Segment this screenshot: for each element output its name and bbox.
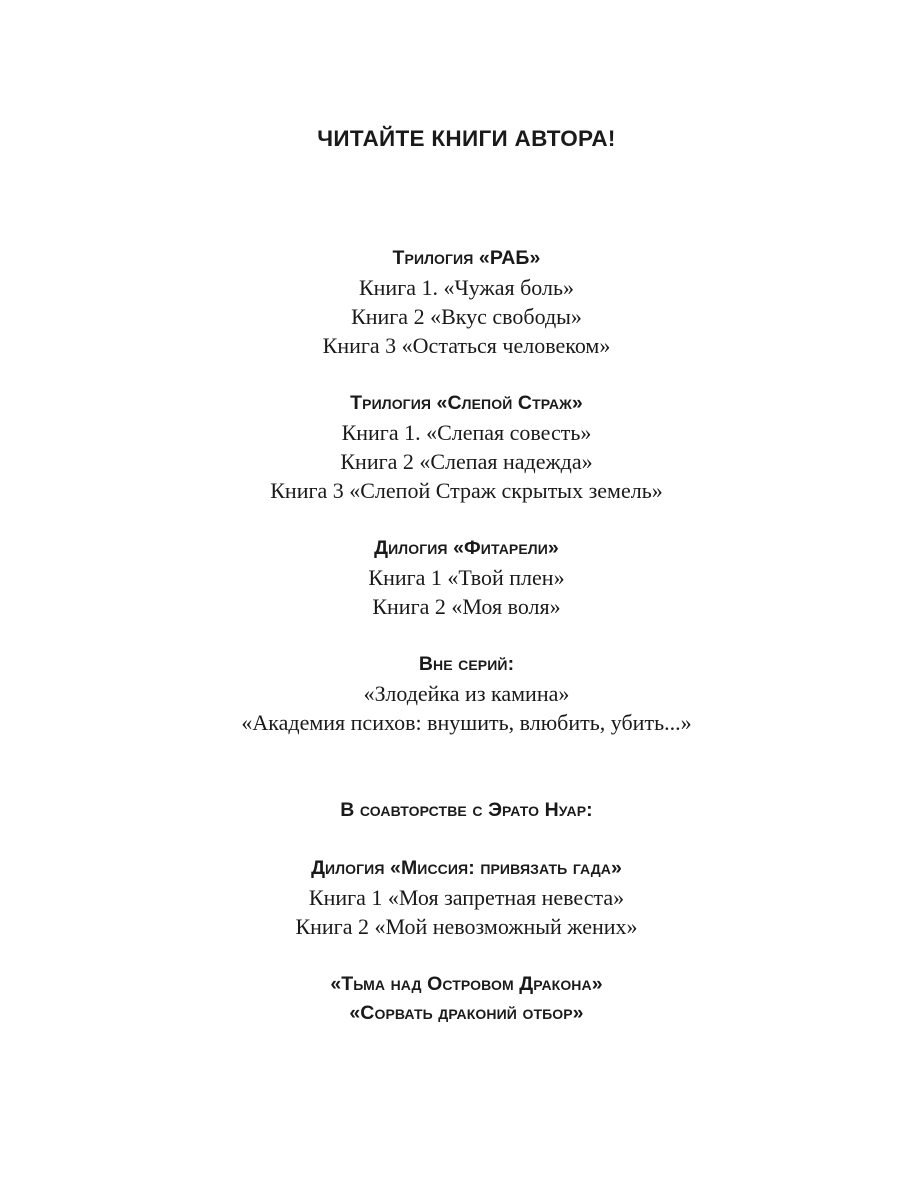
coauthor-section [0, 796, 900, 825]
standalone-coauthored [0, 970, 900, 1028]
book-title: Книга 3 «Слепой Страж скрытых земель» [270, 478, 663, 503]
book-title: Книга 2 «Слепая надежда» [340, 449, 593, 474]
book-title: «Злодейка из камина» [363, 681, 570, 706]
series-fitareli [0, 534, 900, 621]
series-blind-guard [0, 389, 900, 505]
series-heading: Трилогия «Слепой Страж» [350, 392, 583, 414]
page-title: ЧИТАЙТЕ КНИГИ АВТОРА! [317, 126, 616, 151]
book-title: Книга 1 «Твой плен» [368, 565, 565, 590]
book-list [0, 244, 900, 1028]
series-heading: Трилогия «РАБ» [392, 247, 541, 269]
series-heading: Вне серий: [418, 653, 515, 675]
book-title: Книга 1 «Моя запретная невеста» [308, 885, 625, 910]
series-heading: Дилогия «Миссия: привязать гада» [311, 857, 622, 879]
book-title: Книга 3 «Остаться человеком» [322, 333, 611, 358]
book-title: Книга 1. «Слепая совесть» [341, 420, 592, 445]
book-title: Книга 2 «Мой невозможный жених» [295, 914, 638, 939]
book-title: Книга 2 «Вкус свободы» [351, 304, 582, 329]
section-heading: В соавторстве с Эрато Нуар: [340, 799, 593, 821]
book-heading: «Сорвать драконий отбор» [349, 1002, 584, 1024]
book-title: Книга 1. «Чужая боль» [358, 275, 574, 300]
book-title: «Академия психов: внушить, влюбить, убить...» [241, 710, 692, 735]
series-mission [0, 854, 900, 941]
book-heading: «Тьма над Островом Дракона» [330, 973, 603, 995]
series-rab [0, 244, 900, 360]
series-heading: Дилогия «Фитарели» [374, 537, 559, 559]
book-title: Книга 2 «Моя воля» [372, 594, 561, 619]
standalone-books [0, 650, 900, 737]
